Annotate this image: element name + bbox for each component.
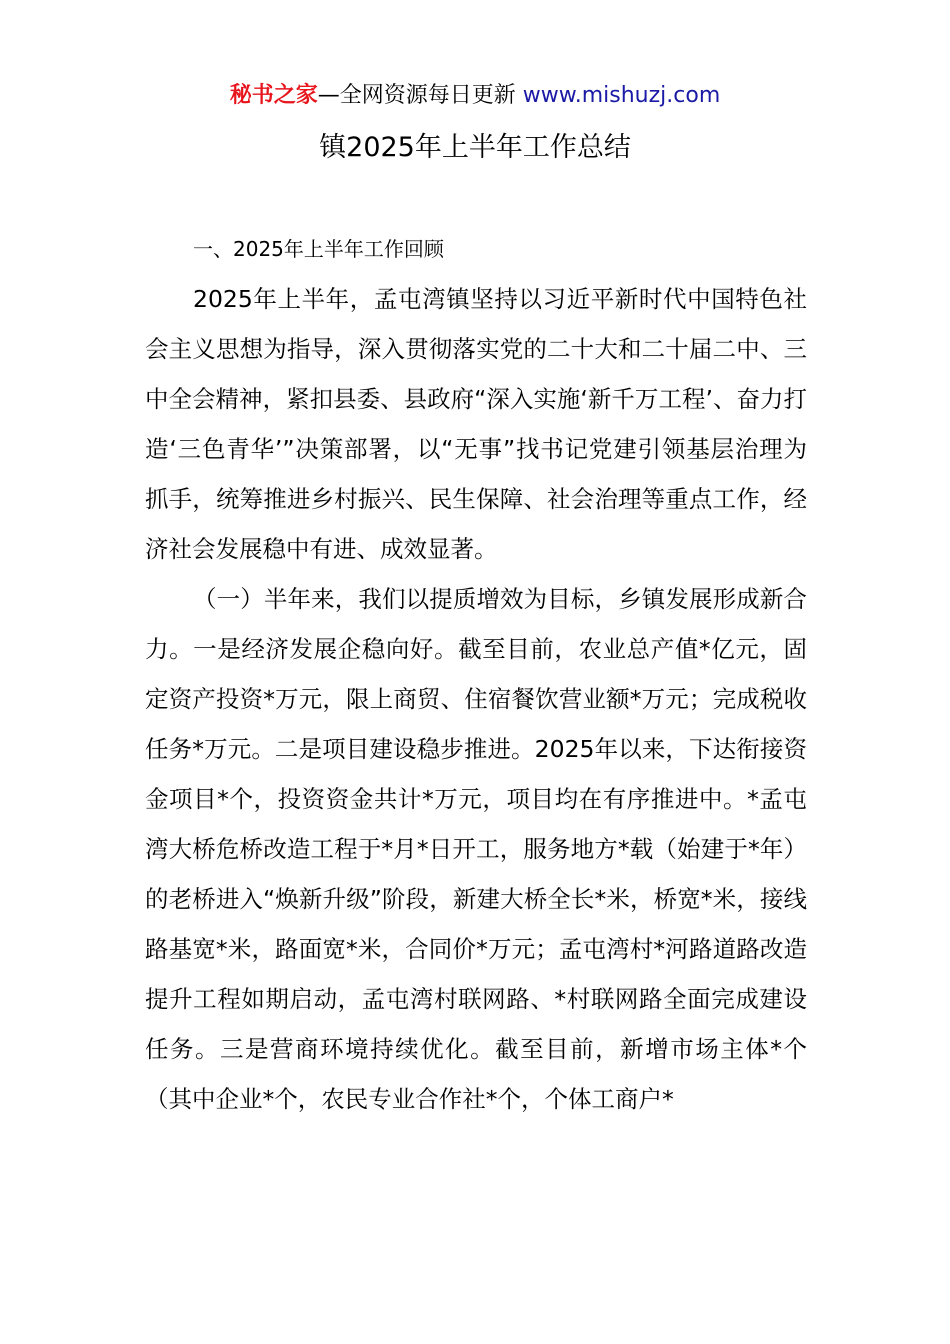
document-title: 镇2025年上半年工作总结: [319, 132, 631, 163]
document-body: [145, 224, 807, 1124]
section-heading: 一、2025年上半年工作回顾: [193, 237, 444, 261]
paragraph-part-one: （一）半年来，我们以提质增效为目标，乡镇发展形成新合力。一是经济发展企稳向好。截至目前，农业总产值*亿元，固定资产投资*万元，限上商贸、住宿餐饮营业额*万元；完成税收任务*万元。二是项目建设稳步推进。2025年以来，下达衔接资金项目*个，投资资金共计*万元，项目均在有序推进中。*孟屯湾大桥危桥改造工程于*月*日开工，服务地方*载（始建于*年）的老桥进入“焕新升级”阶段，新建大桥全长*米，桥宽*米，接线路基宽*米，路面宽*米，合同价*万元；孟屯湾村*河路道路改造提升工程如期启动，孟屯湾村联网路、*村联网路全面完成建设任务。三是营商环境持续优化。截至目前，新增市场主体*个（其中企业*个，农民专业合作社*个，个体工商户*: [145, 585, 807, 1113]
site-tagline: —全网资源每日更新: [317, 83, 516, 108]
paragraph-intro: 2025年上半年，孟屯湾镇坚持以习近平新时代中国特色社会主义思想为指导，深入贯彻落实党的二十大和二十届二中、三中全会精神，紧扣县委、县政府“深入实施‘新千万工程’、奋力打造‘三色青华’”决策部署，以“无事”找书记党建引领基层治理为抓手，统筹推进乡村振兴、民生保障、社会治理等重点工作，经济社会发展稳中有进、成效显著。: [145, 285, 807, 563]
site-name: 秘书之家: [229, 83, 318, 108]
site-header: [0, 80, 950, 112]
site-url-link[interactable]: www.mishuzj.com: [522, 83, 721, 108]
